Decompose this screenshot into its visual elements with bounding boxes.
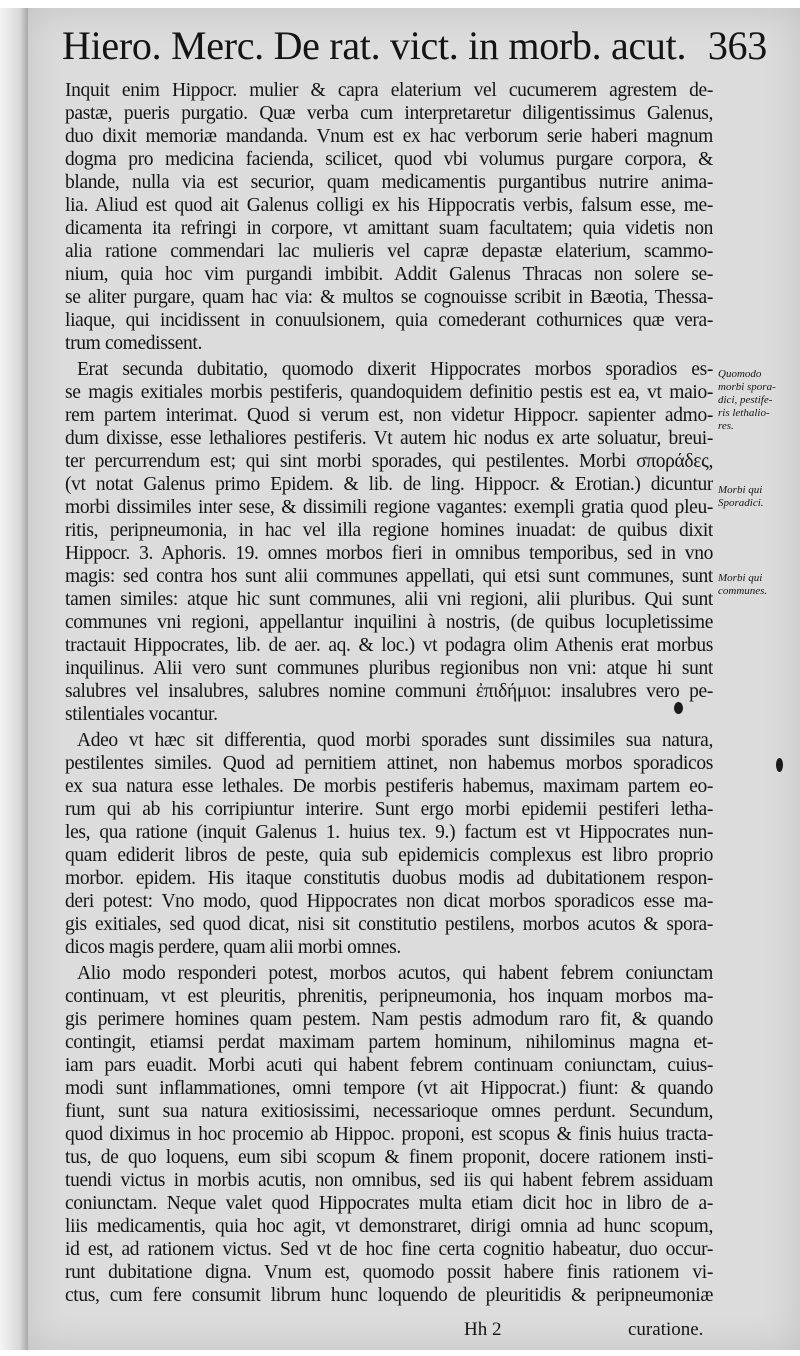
text-line: (vt notat Galenus primo Epidem. & lib. de ling. Hippocr. & Erotian.) dicuntur — [65, 474, 713, 495]
text-line: stilentiales vocantur. — [65, 704, 218, 725]
text-line: quod diximus in hoc procemio ab Hippoc. proponi, est scopus & finis huius tracta- — [65, 1124, 713, 1145]
text-line: Hippocr. 3. Aphoris. 19. omnes morbos fieri in omnibus temporibus, sed in vno — [65, 543, 713, 564]
text-line: tuendi victus in morbis acutis, non omnibus, sed iis qui habent febrem assiduam — [65, 1170, 713, 1191]
catchword: curatione. — [628, 1319, 704, 1340]
text-line: se aliter purgare, quam hac via: & multos se cognouisse scribit in Bæotia, Thessa- — [65, 287, 713, 308]
text-line: Inquit enim Hippocr. mulier & capra elaterium vel cucumerem agrestem de- — [65, 80, 713, 101]
text-line: duo dixit memoriæ mandanda. Vnum est ex hac verborum serie haberi magnum — [65, 126, 713, 147]
text-line: morbi dissimiles inter sese, & dissimili regione vagantes: exempli gratia quod pleu- — [65, 497, 713, 518]
signature-mark: Hh 2 — [464, 1319, 502, 1340]
margin-note — [718, 368, 776, 433]
text-line: coniunctam. Neque valet quod Hippocrates multa etiam dicit hoc in libro de a- — [65, 1193, 713, 1214]
margin-note-line: res. — [718, 420, 734, 432]
running-header — [62, 22, 767, 70]
paragraph — [65, 79, 713, 355]
body-text — [65, 79, 713, 1307]
text-line: ctus, cum fere consumit librum hunc loquendo de pleuritidis & peripneumoniæ — [65, 1285, 713, 1306]
page-number: 363 — [707, 23, 767, 68]
margin-note — [718, 484, 764, 510]
text-line: ritis, peripneumonia, in hac vel illa regione homines inuadat: de quibus dixit — [65, 520, 713, 541]
text-line: tus, de quo loquens, eum sibi scopum & finem proponit, docere rationem insti- — [65, 1147, 713, 1168]
text-line: Erat secunda dubitatio, quomodo dixerit Hippocrates morbos sporadios es- — [77, 359, 713, 380]
text-line: runt dubitatione digna. Vnum est, quomodo possit habere finis rationem vi- — [65, 1262, 713, 1283]
text-line: modi sunt inflammationes, omni tempore (vt ait Hippocrat.) fiunt: & quando — [65, 1078, 713, 1099]
text-line: iam pars euadit. Morbi acuti qui habent febrem continuam coniunctam, cuius- — [65, 1055, 713, 1076]
text-line: gis exitiales, sed quod dicat, nisi sit constitutio pestilens, morbos acutos & spora- — [65, 914, 713, 935]
text-line: pestilentes similes. Quod ad pernitiem attinet, non habemus morbos sporadicos — [65, 753, 713, 774]
text-line: Adeo vt hæc sit differentia, quod morbi sporades sunt dissimiles sua natura, — [77, 730, 713, 751]
text-line: inquilinus. Alii vero sunt communes pluribus regionibus non vni: atque hi sunt — [65, 658, 713, 679]
ink-blot — [776, 758, 783, 772]
paragraph — [65, 729, 713, 959]
text-line: les, qua ratione (inquit Galenus 1. huius tex. 9.) factum est vt Hippocrates nun- — [65, 822, 713, 843]
text-line: tractauit Hippocrates, lib. de aer. aq. & loc.) vt podagra olim Athenis erat morbus — [65, 635, 713, 656]
text-line: quam ediderit libros de peste, quia sub epidemicis complexus est libro proprio — [65, 845, 713, 866]
margin-note — [718, 572, 767, 598]
text-line: dogma pro medicina facienda, scilicet, quod vbi volumus purgare corpora, & — [65, 149, 713, 170]
text-line: deri potest: Vno modo, quod Hippocrates non dicat morbos sporadicos esse ma- — [65, 891, 713, 912]
text-line: liaque, qui incidissent in conuulsionem, quia comederant cothurnices quæ vera- — [65, 310, 713, 331]
margin-note-line: morbi spora- — [718, 381, 776, 393]
paragraph — [65, 358, 713, 726]
text-line: continuam, vt est pleuritis, phrenitis, peripneumonia, hos inquam morbos ma- — [65, 986, 713, 1007]
text-line: rem partem interimat. Quod si verum est, non videtur Hippocr. sapienter admo- — [65, 405, 713, 426]
margin-note-line: Quomodo — [718, 368, 762, 380]
text-line: dicamenta ita refringi in corpore, vt amittant suam facultatem; quia videtis non — [65, 218, 713, 239]
text-line: id est, ad rationem victus. Sed vt de hoc fine certa cognitio habeatur, duo occur- — [65, 1239, 713, 1260]
text-line: magis: sed contra hos sunt alii communes appellati, qui etsi sunt communes, sunt — [65, 566, 713, 587]
margin-note-line: communes. — [718, 585, 768, 597]
text-line: se magis exitiales morbis pestiferis, quandoquidem definitio pestis est ea, vt maio- — [65, 382, 713, 403]
text-line: Alio modo responderi potest, morbos acutos, qui habent febrem coniunctam — [77, 963, 713, 984]
text-line: lia. Aliud est quod ait Galenus colligi ex his Hippocratis verbis, falsum esse, me- — [65, 195, 713, 216]
text-line: morbor. epidem. His itaque constitutis duobus modis ad dubitationem respon- — [65, 868, 713, 889]
text-line: pastæ, pueris purgatio. Quæ verba cum interpretaretur diligentissimus Galenus, — [65, 103, 713, 124]
text-line: trum comedissent. — [65, 333, 203, 354]
text-line: dicos magis perdere, quam alii morbi omnes. — [65, 937, 401, 958]
margin-note-line: Sporadici. — [718, 497, 764, 509]
text-line: tamen similes: atque hic sunt communes, alii vni regioni, alii pluribus. Qui sunt — [65, 589, 713, 610]
text-line: dum dixisse, esse lethaliores pestiferis. Vt autem hic nodus ex arte soluatur, breui- — [65, 428, 713, 449]
margin-note-line: dici, pestife- — [718, 394, 773, 406]
text-line: gis perimere homines quam pestem. Nam pestis admodum raro fit, & quando — [65, 1009, 713, 1030]
margin-note-line: ris lethalio- — [718, 407, 770, 419]
text-line: fiunt, sunt sua natura exitiosissimi, necessarioque omnes perdunt. Secundum, — [65, 1101, 713, 1122]
margin-note-line: Morbi qui — [718, 572, 763, 584]
text-line: ter percurrendum est; qui sint morbi sporades, qui pestilentes. Morbi σποράδες, — [65, 451, 713, 472]
text-line: contingit, etiamsi perdat maximam partem hominum, nihilominus magna et- — [65, 1032, 713, 1053]
margin-note-line: Morbi qui — [718, 484, 763, 496]
text-line: rum qui ab his corripiuntur interire. Sunt ergo morbi epidemii pestiferi letha- — [65, 799, 713, 820]
ink-blot — [674, 702, 683, 714]
running-title: Hiero. Merc. De rat. vict. in morb. acut. — [62, 23, 687, 68]
text-line: communes vni regioni, appellantur inquilini à nostris, (de quibus locupletissime — [65, 612, 713, 633]
text-line: nium, quia hoc vim purgandi imbibit. Addit Galenus Thracas non solere se- — [65, 264, 713, 285]
text-line: alia ratione commendari lac mulieris vel capræ depastæ elaterium, scammo- — [65, 241, 713, 262]
paragraph — [65, 962, 713, 1307]
text-line: salubres vel insalubres, salubres nomine communi ἐπιδήμιοι: insalubres vero pe- — [65, 681, 713, 702]
text-line: ex sua natura esse lethales. De morbis pestiferis habemus, maximam partem eo- — [65, 776, 713, 797]
text-line: liis medicamentis, quia hoc agit, vt demonstraret, dirigi omnia ad hunc scopum, — [65, 1216, 713, 1237]
text-line: blande, nulla via est securior, quam medicamentis purgantibus nutrire anima- — [65, 172, 713, 193]
page-binding-edge — [0, 8, 28, 1350]
